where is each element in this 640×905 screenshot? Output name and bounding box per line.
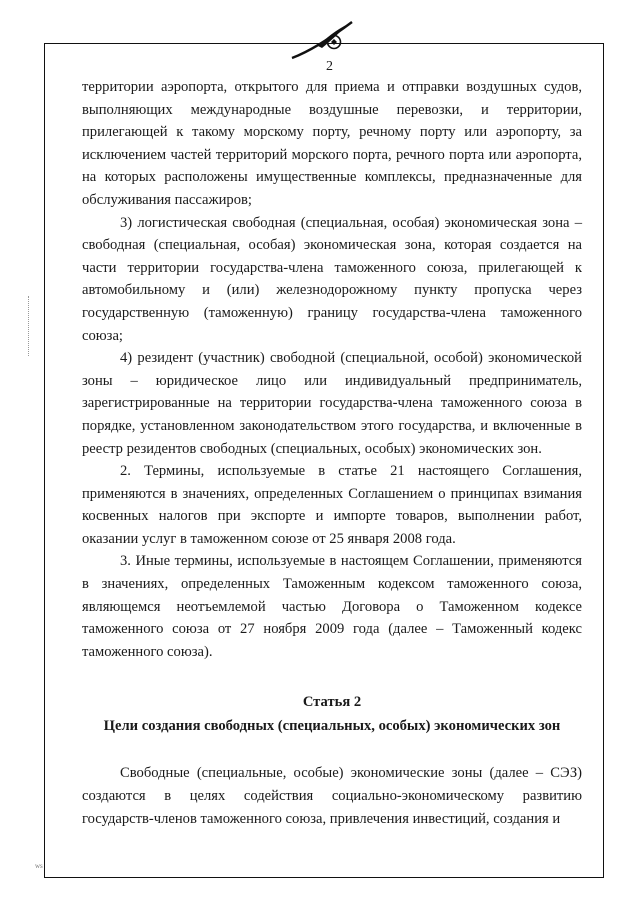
article-title: Цели создания свободных (специальных, особых) экономических зон: [103, 718, 561, 735]
page-number: 2: [326, 59, 333, 74]
emblem-seal-icon: [288, 18, 358, 64]
paragraph-item-4: 4) резидент (участник) свободной (специальной, особой) экономической зоны – юридическое лицо или индивидуальный предприниматель, зарегистрированные на территории государства-члена таможенного союза в порядке, установленном законодательством этого государства, и включенные в реестр резидентов свободных (специальных, особых) экономических зон.: [82, 350, 582, 457]
paragraph-continuation: территории аэропорта, открытого для приема и отправки воздушных судов, выполняющих международные воздушные перевозки, и территории, прилегающей к такому морскому порту, речному порту или аэропорту, за исключением частей территорий морского порта, речного порта или аэропорта, на которых расположены имущественные комплексы, предназначенные для обслуживания пассажиров;: [82, 79, 582, 208]
corner-mark: ws: [35, 862, 43, 870]
paragraph-item-3: 3) логистическая свободная (специальная, особая) экономическая зона – свободная (специальная, особая) экономическая зона, которая создается на части территории государства-члена таможенного союза, прилегающей к автомобильному и (или) железнодорожному пункту пропуска через государственную (таможенную) границу государства-члена таможенного союза;: [82, 214, 582, 344]
scan-edge-mark: [28, 296, 33, 356]
paragraph-point-3: 3. Иные термины, используемые в настоящем Соглашении, применяются в значениях, определенных Таможенным кодексом таможенного союза, являющемся неотъемлемой частью Договора о Таможенном кодексе таможенного союза от 27 ноября 2009 года (далее – Таможенный кодекс таможенного союза).: [82, 553, 582, 660]
paragraph-point-2: 2. Термины, используемые в статье 21 настоящего Соглашения, применяются в значениях, определенных Соглашением о принципах взимания косвенных налогов при экспорте и импорте товаров, выполнении работ, оказании услуг в таможенном союзе от 25 января 2008 года.: [82, 463, 582, 547]
paragraph-article-2: Свободные (специальные, особые) экономические зоны (далее – СЭЗ) создаются в целях содействия социально-экономическому развитию государств-членов таможенного союза, привлечения инвестиций, создания и: [82, 765, 582, 827]
article-number: Статья 2: [302, 694, 362, 711]
document-body: [82, 76, 582, 830]
